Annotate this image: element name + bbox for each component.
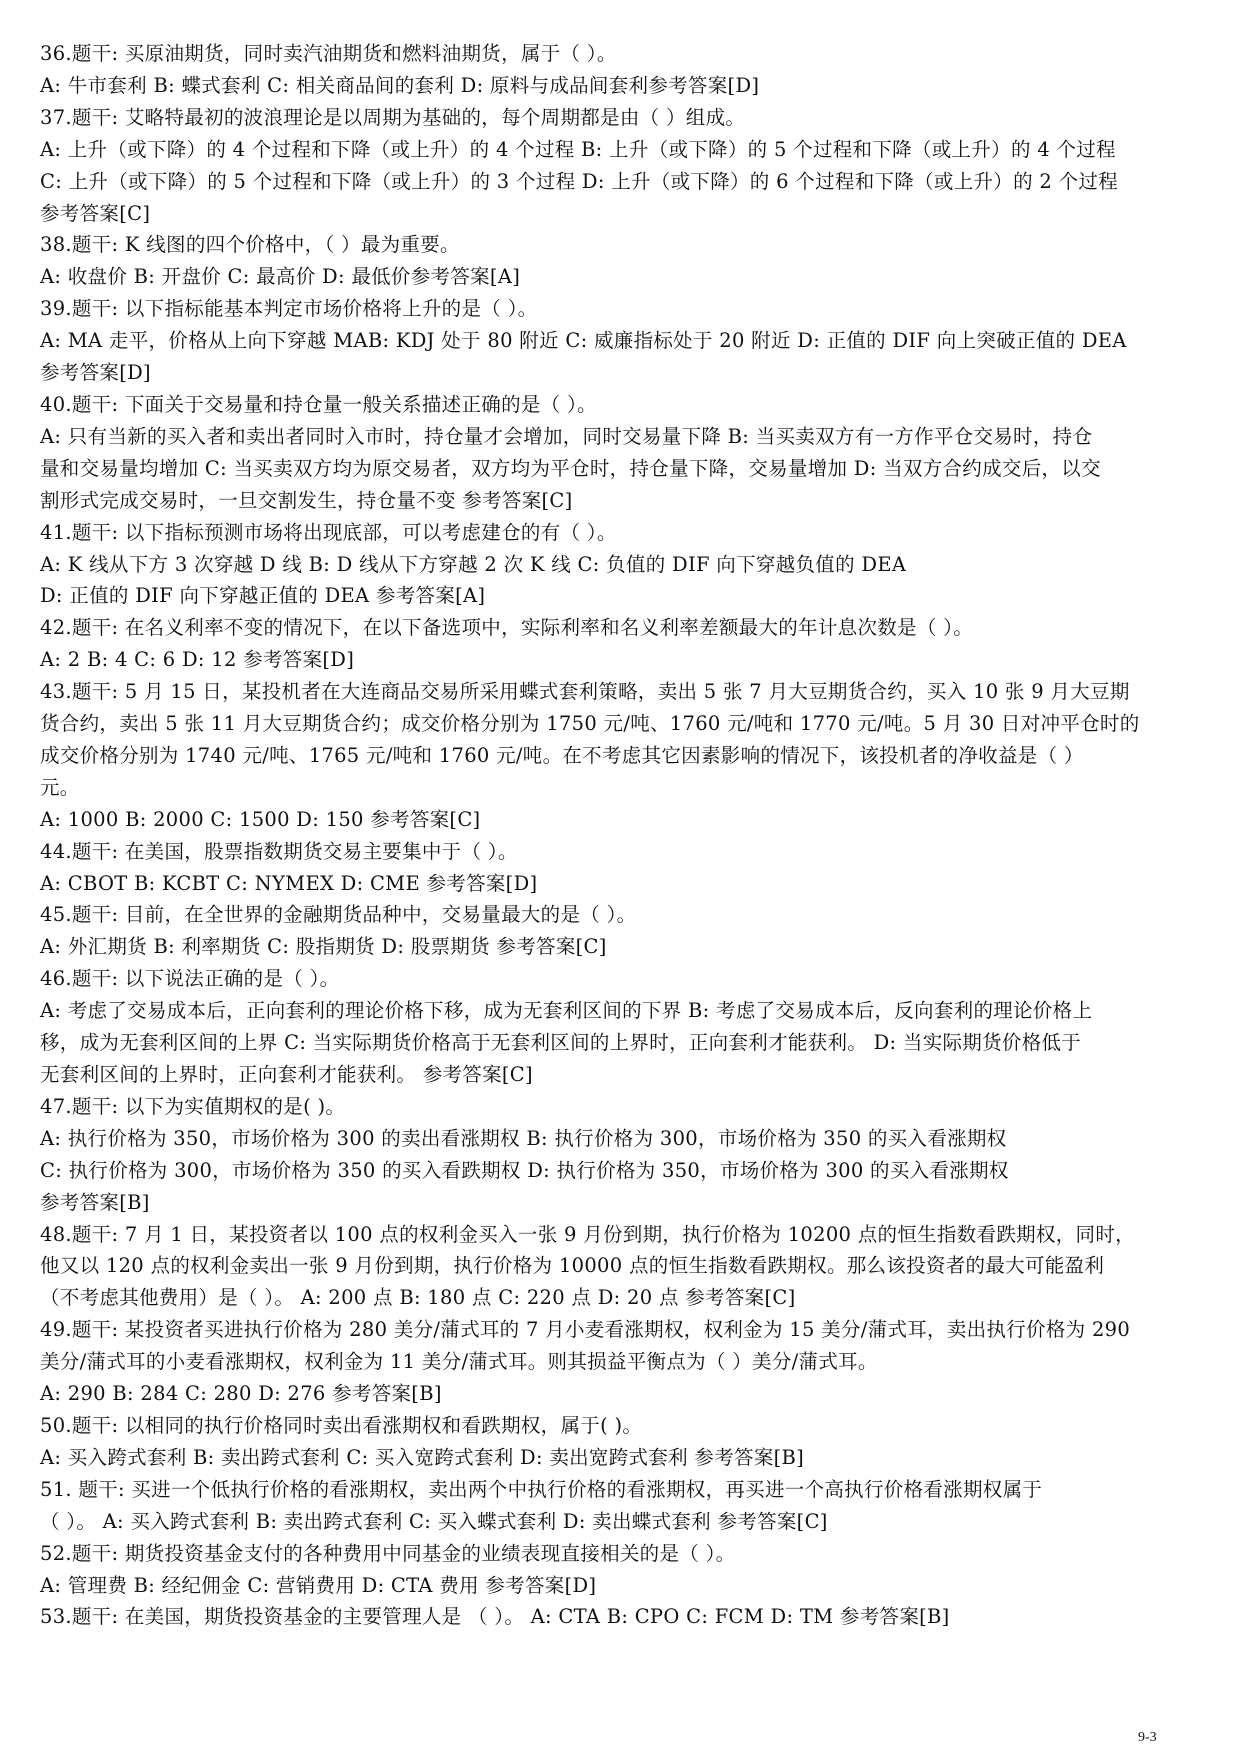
text-line: A: MA 走平，价格从上向下穿越 MAB: KDJ 处于 80 附近 C: 威廉指标处于 20 附近 D: 正值的 DIF 向上突破正值的 DEA	[40, 329, 1127, 353]
text-line: 49.题干: 某投资者买进执行价格为 280 美分/蒲式耳的 7 月小麦看涨期权，权利金为 15 美分/蒲式耳，卖出执行价格为 290	[40, 1318, 1131, 1342]
text-line: A: 290 B: 284 C: 280 D: 276 参考答案[B]	[40, 1382, 442, 1406]
text-line: C: 执行价格为 300，市场价格为 350 的买入看跌期权 D: 执行价格为 350，市场价格为 300 的买入看涨期权	[40, 1158, 1009, 1182]
text-line: 成交价格分别为 1740 元/吨、1765 元/吨和 1760 元/吨。在不考虑其它因素影响的情况下，该投机者的净收益是（ ）	[40, 743, 1084, 767]
text-line: A: 2 B: 4 C: 6 D: 12 参考答案[D]	[40, 648, 355, 672]
text-line: A: 只有当新的买入者和卖出者同时入市时，持仓量才会增加，同时交易量下降 B: 当买卖双方有一方作平仓交易时，持仓	[40, 424, 1093, 448]
text-line: A: 上升（或下降）的 4 个过程和下降（或上升）的 4 个过程 B: 上升（或下降）的 5 个过程和下降（或上升）的 4 个过程	[40, 137, 1116, 161]
text-line: 51. 题干: 买进一个低执行价格的看涨期权，卖出两个中执行价格的看涨期权，再买进一个高执行价格看涨期权属于	[40, 1477, 1043, 1501]
text-line: A: 管理费 B: 经纪佣金 C: 营销费用 D: CTA 费用 参考答案[D]	[40, 1573, 597, 1597]
text-line: A: 1000 B: 2000 C: 1500 D: 150 参考答案[C]	[40, 807, 481, 831]
document-body	[40, 38, 1210, 1633]
text-line: D: 正值的 DIF 向下穿越正值的 DEA 参考答案[A]	[40, 584, 486, 608]
text-line: 43.题干: 5 月 15 日，某投机者在大连商品交易所采用蝶式套利策略，卖出 5 张 7 月大豆期货合约，买入 10 张 9 月大豆期	[40, 680, 1130, 704]
text-line: 48.题干: 7 月 1 日，某投资者以 100 点的权利金买入一张 9 月份到期，执行价格为 10200 点的恒生指数看跌期权，同时，	[40, 1222, 1135, 1246]
text-line: A: 收盘价 B: 开盘价 C: 最高价 D: 最低价参考答案[A]	[40, 265, 521, 289]
text-line: 美分/蒲式耳的小麦看涨期权，权利金为 11 美分/蒲式耳。则其损益平衡点为（ ）美分/蒲式耳。	[40, 1350, 878, 1374]
text-line: A: 执行价格为 350，市场价格为 300 的卖出看涨期权 B: 执行价格为 300，市场价格为 350 的买入看涨期权	[40, 1126, 1007, 1150]
text-line: C: 上升（或下降）的 5 个过程和下降（或上升）的 3 个过程 D: 上升（或下降）的 6 个过程和下降（或上升）的 2 个过程	[40, 169, 1119, 193]
text-line: 他又以 120 点的权利金卖出一张 9 月份到期，执行价格为 10000 点的恒生指数看跌期权。那么该投资者的最大可能盈利	[40, 1254, 1105, 1278]
text-line: 52.题干: 期货投资基金支付的各种费用中同基金的业绩表现直接相关的是（ ）。	[40, 1541, 736, 1565]
text-line: A: 买入跨式套利 B: 卖出跨式套利 C: 买入宽跨式套利 D: 卖出宽跨式套利 参考答案[B]	[40, 1445, 805, 1469]
text-line: 移，成为无套利区间的上界 C: 当实际期货价格高于无套利区间的上界时，正向套利才能获利。 D: 当实际期货价格低于	[40, 1031, 1082, 1055]
text-line: A: 外汇期货 B: 利率期货 C: 股指期货 D: 股票期货 参考答案[C]	[40, 935, 607, 959]
text-line: 42.题干: 在名义利率不变的情况下，在以下备选项中，实际利率和名义利率差额最大的年计息次数是（ ）。	[40, 616, 974, 640]
text-line: 参考答案[D]	[40, 361, 151, 385]
text-line: 割形式完成交易时，一旦交割发生，持仓量不变 参考答案[C]	[40, 488, 573, 512]
text-line: 39.题干: 以下指标能基本判定市场价格将上升的是（ ）。	[40, 297, 538, 321]
text-line: 量和交易量均增加 C: 当买卖双方均为原交易者，双方均为平仓时，持仓量下降，交易量增加 D: 当双方合约成交后，以交	[40, 456, 1101, 480]
text-line: A: K 线从下方 3 次穿越 D 线 B: D 线从下方穿越 2 次 K 线 C: 负值的 DIF 向下穿越负值的 DEA	[40, 552, 907, 576]
text-line: （ ）。 A: 买入跨式套利 B: 卖出跨式套利 C: 买入蝶式套利 D: 卖出蝶式套利 参考答案[C]	[40, 1509, 828, 1533]
text-line: 货合约，卖出 5 张 11 月大豆期货合约；成交价格分别为 1750 元/吨、1760 元/吨和 1770 元/吨。5 月 30 日对冲平仓时的	[40, 712, 1140, 736]
text-line: 50.题干: 以相同的执行价格同时卖出看涨期权和看跌期权，属于( )。	[40, 1413, 643, 1437]
text-line: A: 考虑了交易成本后，正向套利的理论价格下移，成为无套利区间的下界 B: 考虑了交易成本后，反向套利的理论价格上	[40, 999, 1093, 1023]
text-line: 36.题干: 买原油期货，同时卖汽油期货和燃料油期货，属于（ ）。	[40, 42, 617, 65]
text-line: 参考答案[B]	[40, 1190, 150, 1214]
text-line: 45.题干: 目前，在全世界的金融期货品种中，交易量最大的是（ ）。	[40, 903, 637, 927]
text-line: 40.题干: 下面关于交易量和持仓量一般关系描述正确的是（ ）。	[40, 392, 597, 416]
text-line: 47.题干: 以下为实值期权的是( )。	[40, 1094, 346, 1118]
text-line: 44.题干: 在美国，股票指数期货交易主要集中于（ ）。	[40, 839, 518, 863]
text-line: 38.题干: K 线图的四个价格中，（ ）最为重要。	[40, 233, 460, 257]
text-line: 37.题干: 艾略特最初的波浪理论是以周期为基础的，每个周期都是由（ ）组成。	[40, 105, 746, 129]
text-line: A: CBOT B: KCBT C: NYMEX D: CME 参考答案[D]	[40, 871, 538, 895]
text-line: 元。	[40, 775, 80, 799]
text-line: 无套利区间的上界时，正向套利才能获利。 参考答案[C]	[40, 1063, 533, 1086]
text-line: 参考答案[C]	[40, 201, 151, 225]
text-line: 53.题干: 在美国，期货投资基金的主要管理人是 （ ）。 A: CTA B: CPO C: FCM D: TM 参考答案[B]	[40, 1605, 950, 1629]
text-line: （不考虑其他费用）是（ ）。 A: 200 点 B: 180 点 C: 220 点 D: 20 点 参考答案[C]	[40, 1286, 796, 1310]
page-number: 9-3	[1138, 1730, 1157, 1745]
text-line: 41.题干: 以下指标预测市场将出现底部，可以考虑建仓的有（ ）。	[40, 520, 617, 544]
text-line: A: 牛市套利 B: 蝶式套利 C: 相关商品间的套利 D: 原料与成品间套利参考答案[D]	[40, 73, 760, 97]
text-line: 46.题干: 以下说法正确的是（ ）。	[40, 967, 340, 991]
